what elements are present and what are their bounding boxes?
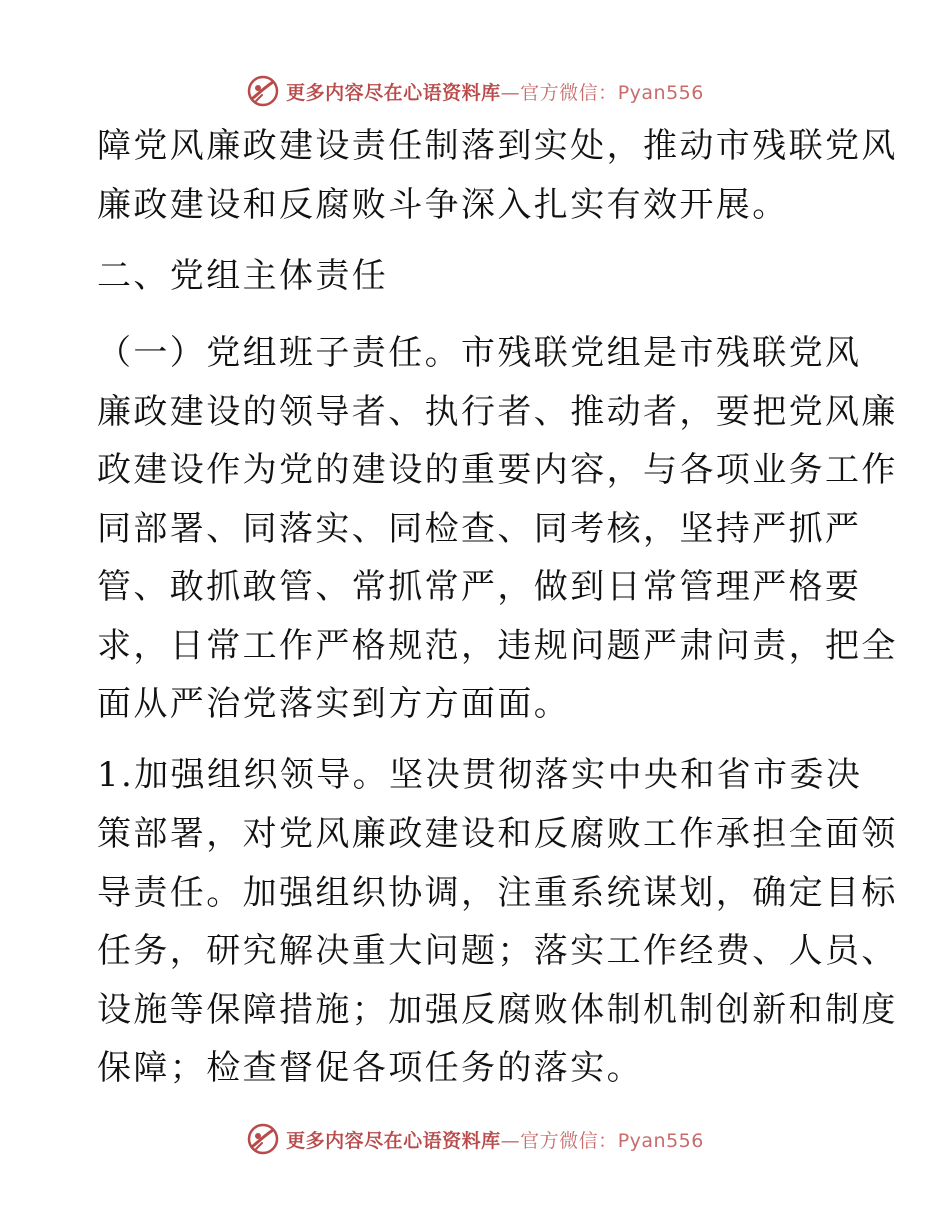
body-text-line: 求，日常工作严格规范，违规问题严肃问责，把全 xyxy=(97,626,898,666)
watermark-dash: — xyxy=(500,1129,521,1152)
watermark-sub-text: 官方微信： xyxy=(520,81,618,104)
watermark-dash: — xyxy=(500,81,521,104)
numbered-item-heading: 1.加强组织领导。坚决贯彻落实中央和省市委决 xyxy=(97,755,863,795)
body-text-line: 廉政建设的领导者、执行者、推动者，要把党风廉 xyxy=(97,392,898,432)
watermark-account: Pyan556 xyxy=(617,1129,704,1152)
watermark-account: Pyan556 xyxy=(617,81,704,104)
body-text-line: 廉政建设和反腐败斗争深入扎实有效开展。 xyxy=(97,185,789,225)
watermark-sub-text: 官方微信： xyxy=(520,1129,618,1152)
body-text-line: 任务，研究解决重大问题；落实工作经费、人员、 xyxy=(97,931,898,971)
body-text-line: 障党风廉政建设责任制落到实处，推动市残联党风 xyxy=(97,126,898,166)
body-text-line: 管、敢抓敢管、常抓常严，做到日常管理严格要 xyxy=(97,567,862,607)
body-text-line: 导责任。加强组织协调，注重系统谋划，确定目标 xyxy=(97,873,898,913)
body-text-line: 保障；检查督促各项任务的落实。 xyxy=(97,1048,643,1088)
watermark-main-text: 更多内容尽在心语资料库 xyxy=(286,81,501,104)
section-heading: 二、党组主体责任 xyxy=(97,256,389,296)
subsection-heading: （一）党组班子责任。市残联党组是市残联党风 xyxy=(97,333,862,373)
watermark-text xyxy=(286,78,704,105)
body-text-line: 策部署，对党风廉政建设和反腐败工作承担全面领 xyxy=(97,814,898,854)
body-text-line: 设施等保障措施；加强反腐败体制机制创新和制度 xyxy=(97,990,898,1030)
header-watermark xyxy=(0,71,950,111)
watermark-main-text: 更多内容尽在心语资料库 xyxy=(286,1129,501,1152)
body-text-line: 同部署、同落实、同检查、同考核，坚持严抓严 xyxy=(97,509,862,549)
footer-watermark xyxy=(0,1119,950,1159)
brand-logo-icon xyxy=(246,74,280,108)
brand-logo-icon xyxy=(246,1122,280,1156)
watermark-text xyxy=(286,1126,704,1153)
body-text-line: 面从严治党落实到方方面面。 xyxy=(97,684,571,724)
body-text-line: 政建设作为党的建设的重要内容，与各项业务工作 xyxy=(97,450,898,490)
